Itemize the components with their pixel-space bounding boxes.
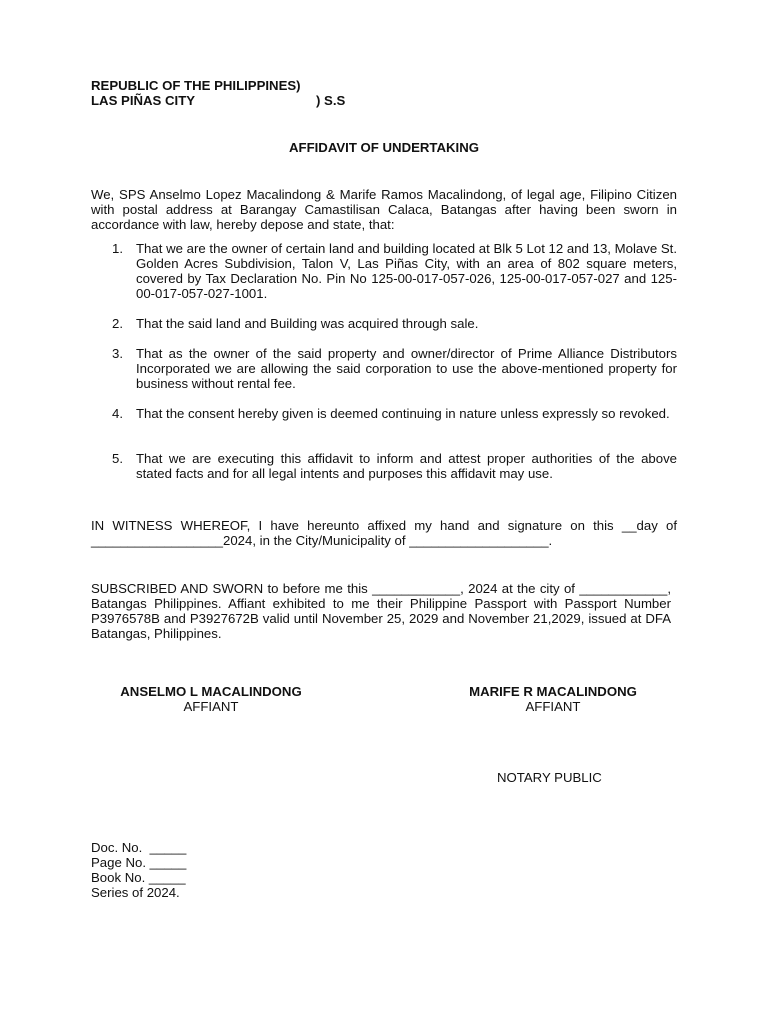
- list-item-text: That as the owner of the said property and owner/director of Prime Alliance Distributors Incorporated we are allowing the said corporation to use the above-mentioned property for business without rental fee.: [136, 346, 677, 391]
- jurat-paragraph: SUBSCRIBED AND SWORN to before me this ____________, 2024 at the city of ____________, Batangas Philippines. Affiant exhibited to me their Philippine Passport with Passport Number P3976578B and P3927672B valid until November 25, 2029 and November 21,2029, issued at DFA Batangas, Philippines.: [91, 581, 671, 641]
- doc-number: Doc. No. _____: [91, 840, 187, 855]
- list-item-text: That the consent hereby given is deemed continuing in nature unless expressly so revoked.: [136, 406, 670, 421]
- signatory-block: [91, 684, 331, 714]
- page-number: Page No. _____: [91, 855, 187, 870]
- signatory-role: AFFIANT: [525, 699, 581, 714]
- notary-public-label: NOTARY PUBLIC: [497, 770, 602, 785]
- list-item-text: That we are executing this affidavit to inform and attest proper authorities of the above stated facts and for all legal intents and purposes this affidavit may use.: [136, 451, 677, 481]
- list-item-number: 4.: [112, 406, 123, 421]
- signatory-name: ANSELMO L MACALINDONG: [120, 684, 302, 699]
- witness-paragraph: IN WITNESS WHEREOF, I have hereunto affixed my hand and signature on this __day of __________________2024, in the City/Municipality of ___________________.: [91, 518, 677, 548]
- list-item-text: That we are the owner of certain land and building located at Blk 5 Lot 12 and 13, Molave St. Golden Acres Subdivision, Talon V, Las Piñas City, with an area of 802 square meters, covered by Tax Declaration No. Pin No 125-00-017-057-026, 125-00-017-057-027 and 125-00-017-057-027-1001.: [136, 241, 677, 301]
- list-item-number: 1.: [112, 241, 123, 256]
- book-number: Book No. _____: [91, 870, 186, 885]
- notarial-register: [91, 840, 186, 900]
- venue-line-republic: REPUBLIC OF THE PHILIPPINES): [91, 78, 301, 93]
- document-title: AFFIDAVIT OF UNDERTAKING: [289, 140, 479, 155]
- signatory-name: MARIFE R MACALINDONG: [469, 684, 637, 699]
- list-item-number: 3.: [112, 346, 123, 361]
- intro-paragraph: We, SPS Anselmo Lopez Macalindong & Marife Ramos Macalindong, of legal age, Filipino Citizen with postal address at Barangay Camastilisan Calaca, Batangas after having been sworn in accordance with law, hereby depose and state, that:: [91, 187, 677, 232]
- list-item-number: 5.: [112, 451, 123, 466]
- list-item-number: 2.: [112, 316, 123, 331]
- signatory-block: [453, 684, 653, 714]
- list-item-text: That the said land and Building was acquired through sale.: [136, 316, 479, 331]
- venue-line-city: LAS PIÑAS CITY: [91, 93, 196, 108]
- series-year: Series of 2024.: [91, 885, 180, 900]
- venue-ss: ) S.S: [316, 93, 346, 108]
- signatory-role: AFFIANT: [183, 699, 239, 714]
